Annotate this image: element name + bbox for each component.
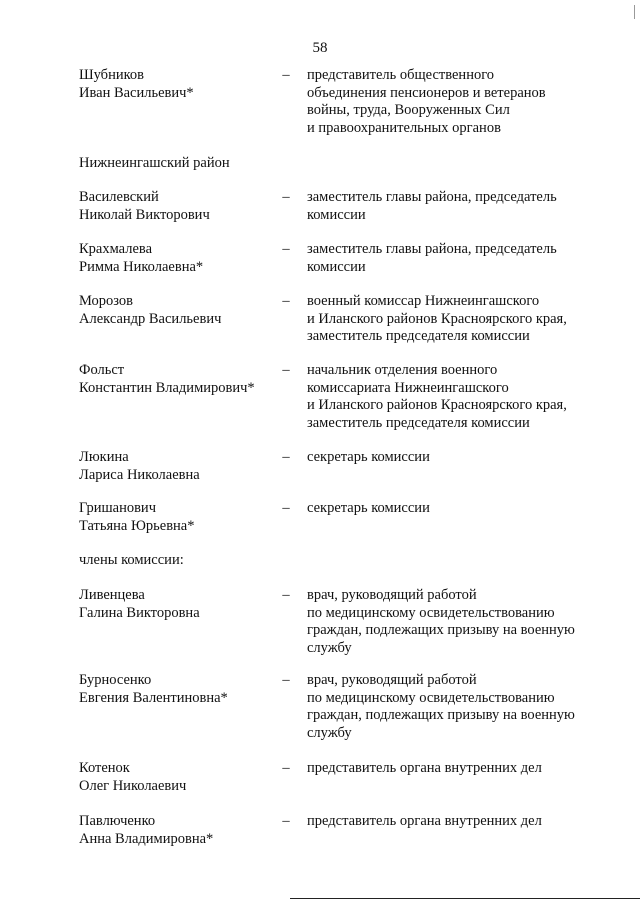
person-name [79,760,284,795]
role-line: представитель органа внутренних дел [307,813,542,829]
person-name [79,672,284,707]
dash-separator: – [282,500,290,516]
role-line: заместитель главы района, председатель [307,189,557,205]
surname: Василевский [79,189,159,205]
role-line: комиссии [307,206,366,223]
dash-separator: – [282,449,290,465]
role-line: заместитель председателя комиссии [307,414,530,431]
person-role [307,672,607,742]
surname: Бурносенко [79,672,152,688]
role-line: и правоохранительных органов [307,119,501,136]
person-name [79,500,284,535]
role-line: по медицинскому освидетельствованию [307,604,555,621]
given-names: Иван Васильевич* [79,84,194,101]
person-role [307,67,607,137]
dash-separator: – [282,813,290,829]
person-role [307,293,607,346]
page-number: 58 [312,40,328,56]
person-role [307,362,607,432]
role-line: заместитель председателя комиссии [307,328,530,345]
surname: Гришанович [79,500,156,516]
person-role [307,241,607,276]
person-name [79,449,284,484]
person-role [307,760,607,778]
role-line: военный комиссар Нижнеингашского [307,293,540,309]
dash-separator: – [282,587,290,603]
person-name [79,293,284,328]
role-line: войны, труда, Вооруженных Сил [307,102,510,119]
role-line: врач, руководящий работой [307,672,477,688]
given-names: Римма Николаевна* [79,258,204,275]
person-role [307,189,607,224]
role-line: по медицинскому освидетельствованию [307,689,555,706]
role-line: комиссии [307,258,366,275]
person-name [79,241,284,276]
scan-edge-mark [634,5,635,19]
role-line: службу [307,639,352,656]
role-line: заместитель главы района, председатель [307,241,557,257]
person-role [307,587,607,657]
role-line: службу [307,724,352,741]
person-role [307,449,607,467]
person-role [307,813,607,831]
person-name [79,587,284,622]
dash-separator: – [282,189,290,205]
surname: Люкина [79,449,129,465]
role-line: представитель органа внутренних дел [307,760,542,776]
given-names: Евгения Валентиновна* [79,689,228,706]
person-name [79,813,284,848]
person-role [307,500,607,518]
role-line: комиссариата Нижнеингашского [307,379,509,396]
person-name [79,362,284,397]
person-name [79,189,284,224]
given-names: Николай Викторович [79,206,210,223]
section-heading-district: Нижнеингашский район [79,155,230,171]
role-line: граждан, подлежащих призыву на военную [307,622,575,639]
footer-rule [290,898,640,899]
dash-separator: – [282,293,290,309]
dash-separator: – [282,672,290,688]
role-line: секретарь комиссии [307,500,430,516]
role-line: начальник отделения военного [307,362,498,378]
given-names: Анна Владимировна* [79,830,214,847]
given-names: Олег Николаевич [79,777,187,794]
dash-separator: – [282,760,290,776]
dash-separator: – [282,362,290,378]
surname: Павлюченко [79,813,156,829]
person-name [79,67,284,102]
surname: Котенок [79,760,130,776]
given-names: Константин Владимирович* [79,379,255,396]
surname: Крахмалева [79,241,153,257]
dash-separator: – [282,241,290,257]
given-names: Лариса Николаевна [79,466,200,483]
role-line: представитель общественного [307,67,495,83]
given-names: Татьяна Юрьевна* [79,517,195,534]
role-line: граждан, подлежащих призыву на военную [307,707,575,724]
dash-separator: – [282,67,290,83]
given-names: Галина Викторовна [79,604,200,621]
role-line: врач, руководящий работой [307,587,477,603]
given-names: Александр Васильевич [79,310,222,327]
surname: Морозов [79,293,134,309]
surname: Ливенцева [79,587,145,603]
role-line: объединения пенсионеров и ветеранов [307,84,546,101]
surname: Фольст [79,362,125,378]
role-line: и Иланского районов Красноярского края, [307,397,567,414]
surname: Шубников [79,67,144,83]
role-line: секретарь комиссии [307,449,430,465]
role-line: и Иланского районов Красноярского края, [307,310,567,327]
section-heading-members: члены комиссии: [79,552,184,568]
